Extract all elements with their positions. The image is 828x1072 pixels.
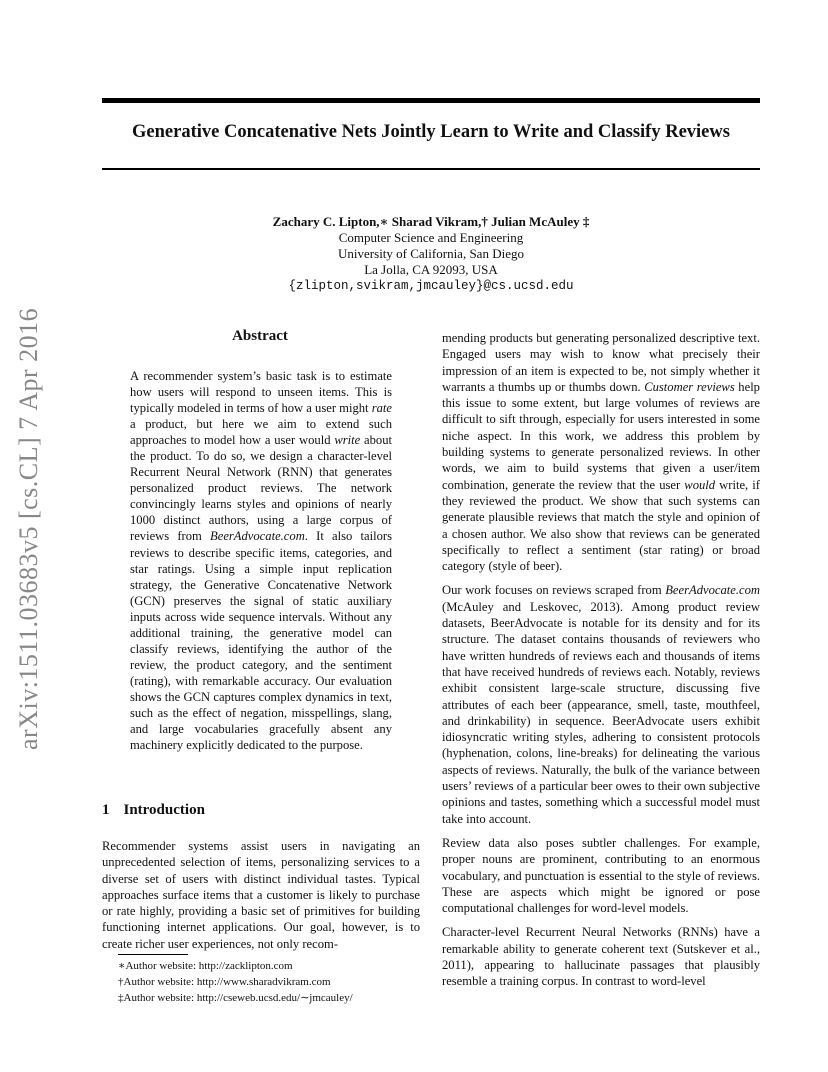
footnote-3: ‡Author website: http://cseweb.ucsd.edu/∼jmcauley/: [118, 992, 353, 1004]
author-names: Zachary C. Lipton,∗ Sharad Vikram,† Julian McAuley ‡: [272, 214, 590, 229]
section-heading-introduction: 1 Introduction: [102, 802, 205, 818]
paper-title: Generative Concatenative Nets Jointly Learn to Write and Classify Reviews: [132, 122, 730, 142]
footnote-rule: [118, 954, 188, 955]
abstract-heading: Abstract: [232, 328, 288, 344]
body-paragraph-2: Our work focuses on reviews scraped from BeerAdvocate.com (McAuley and Leskovec, 2013). Among product review datasets, BeerAdvocate is notable for its density and for its structure. The dataset contains thousands of reviewers who have written hundreds of reviews each and thousands of items that have received hundreds of reviews each. Notably, reviews exhibit consistent large-scale structure, discussing five attributes of each beer (appearance, smell, taste, mouthfeel, and drinkability) in sequence. BeerAdvocate users exhibit idiosyncratic writing styles, adhering to consistent protocols (hyphenation, colons, line-breaks) for delineating the various aspects of reviews. Naturally, the bulk of the variance between users’ reviews of a particular beer owes to their own subjective opinions and tastes, something which a successful model must take into account.: [442, 583, 760, 826]
body-paragraph-1: mending products but generating personalized descriptive text. Engaged users may wish to know what precisely their impression of an item is expected to be, not simply whether it warrants a thumbs up or thumbs down. Customer reviews help this issue to some extent, but large volumes of reviews are difficult to sift through, especially for users interested in some niche aspect. In this work, we address this problem by building systems to generate personalized reviews. In other words, we aim to build systems that given a user/item combination, generate the review that the user would write, if they reviewed the product. We show that such systems can generate plausible reviews that match the style and opinion of a chosen author. We also show that reviews can be generated specifically to reflect a sentiment (star rating) or broad category (style of beer).: [442, 331, 760, 574]
author-block: [102, 214, 760, 294]
affiliation-line-2: University of California, San Diego: [338, 246, 524, 261]
abstract-text: A recommender system’s basic task is to estimate how users will respond to unseen items. This is typically modeled in terms of how a user might rate a product, but here we aim to extend such approaches to model how a user would write about the product. To do so, we design a character-level Recurrent Neural Network (RNN) that generates personalized product reviews. The network convincingly learns styles and opinions of nearly 1000 distinct authors, using a large corpus of reviews from BeerAdvocate.com. It also tailors reviews to describe specific items, categories, and star ratings. Using a simple input replication strategy, the Generative Concatenative Network (GCN) preserves the signal of static auxiliary inputs across wide sequence intervals. Without any additional training, the generative model can classify reviews, identifying the author of the review, the product category, and the sentiment (rating), with remarkable accuracy. Our evaluation shows the GCN captures complex dynamics in text, such as the effect of negation, misspellings, slang, and large vocabularies gracefully absent any machinery explicitly dedicated to the purpose.: [130, 369, 392, 753]
right-column: [442, 330, 760, 998]
affiliation-line-3: La Jolla, CA 92093, USA: [364, 262, 498, 277]
title-top-rule: [102, 98, 760, 103]
body-paragraph-3: Review data also poses subtler challenges. For example, proper nouns are prominent, contributing to an enormous vocabulary, and punctuation is essential to the style of reviews. These are aspects which might be ignored or pose computational challenges for word-level models.: [442, 835, 760, 916]
body-paragraph-4: Character-level Recurrent Neural Networks (RNNs) have a remarkable ability to generate coherent text (Sutskever et al., 2011), appearing to hallucinate passages that plausibly resemble a training corpus. In contrast to word-level: [442, 925, 760, 989]
footnote-2: †Author website: http://www.sharadvikram.com: [118, 976, 331, 988]
introduction-paragraph: Recommender systems assist users in navigating an unprecedented selection of items, personalizing services to a diverse set of users with distinct individual tastes. Typical approaches surface items that a customer is likely to purchase or rate highly, providing a basic set of primitives for building functioning internet applications. Our goal, however, is to create richer user experiences, not only recom-: [102, 839, 420, 951]
affiliation-line-1: Computer Science and Engineering: [338, 230, 524, 245]
footnote-1: ∗Author website: http://zacklipton.com: [118, 960, 293, 972]
author-email: {zlipton,svikram,jmcauley}@cs.ucsd.edu: [288, 279, 574, 293]
arxiv-side-identifier: arXiv:1511.03683v5 [cs.CL] 7 Apr 2016: [14, 307, 43, 750]
footnotes: [118, 958, 418, 1006]
title-bottom-rule: [102, 168, 760, 170]
